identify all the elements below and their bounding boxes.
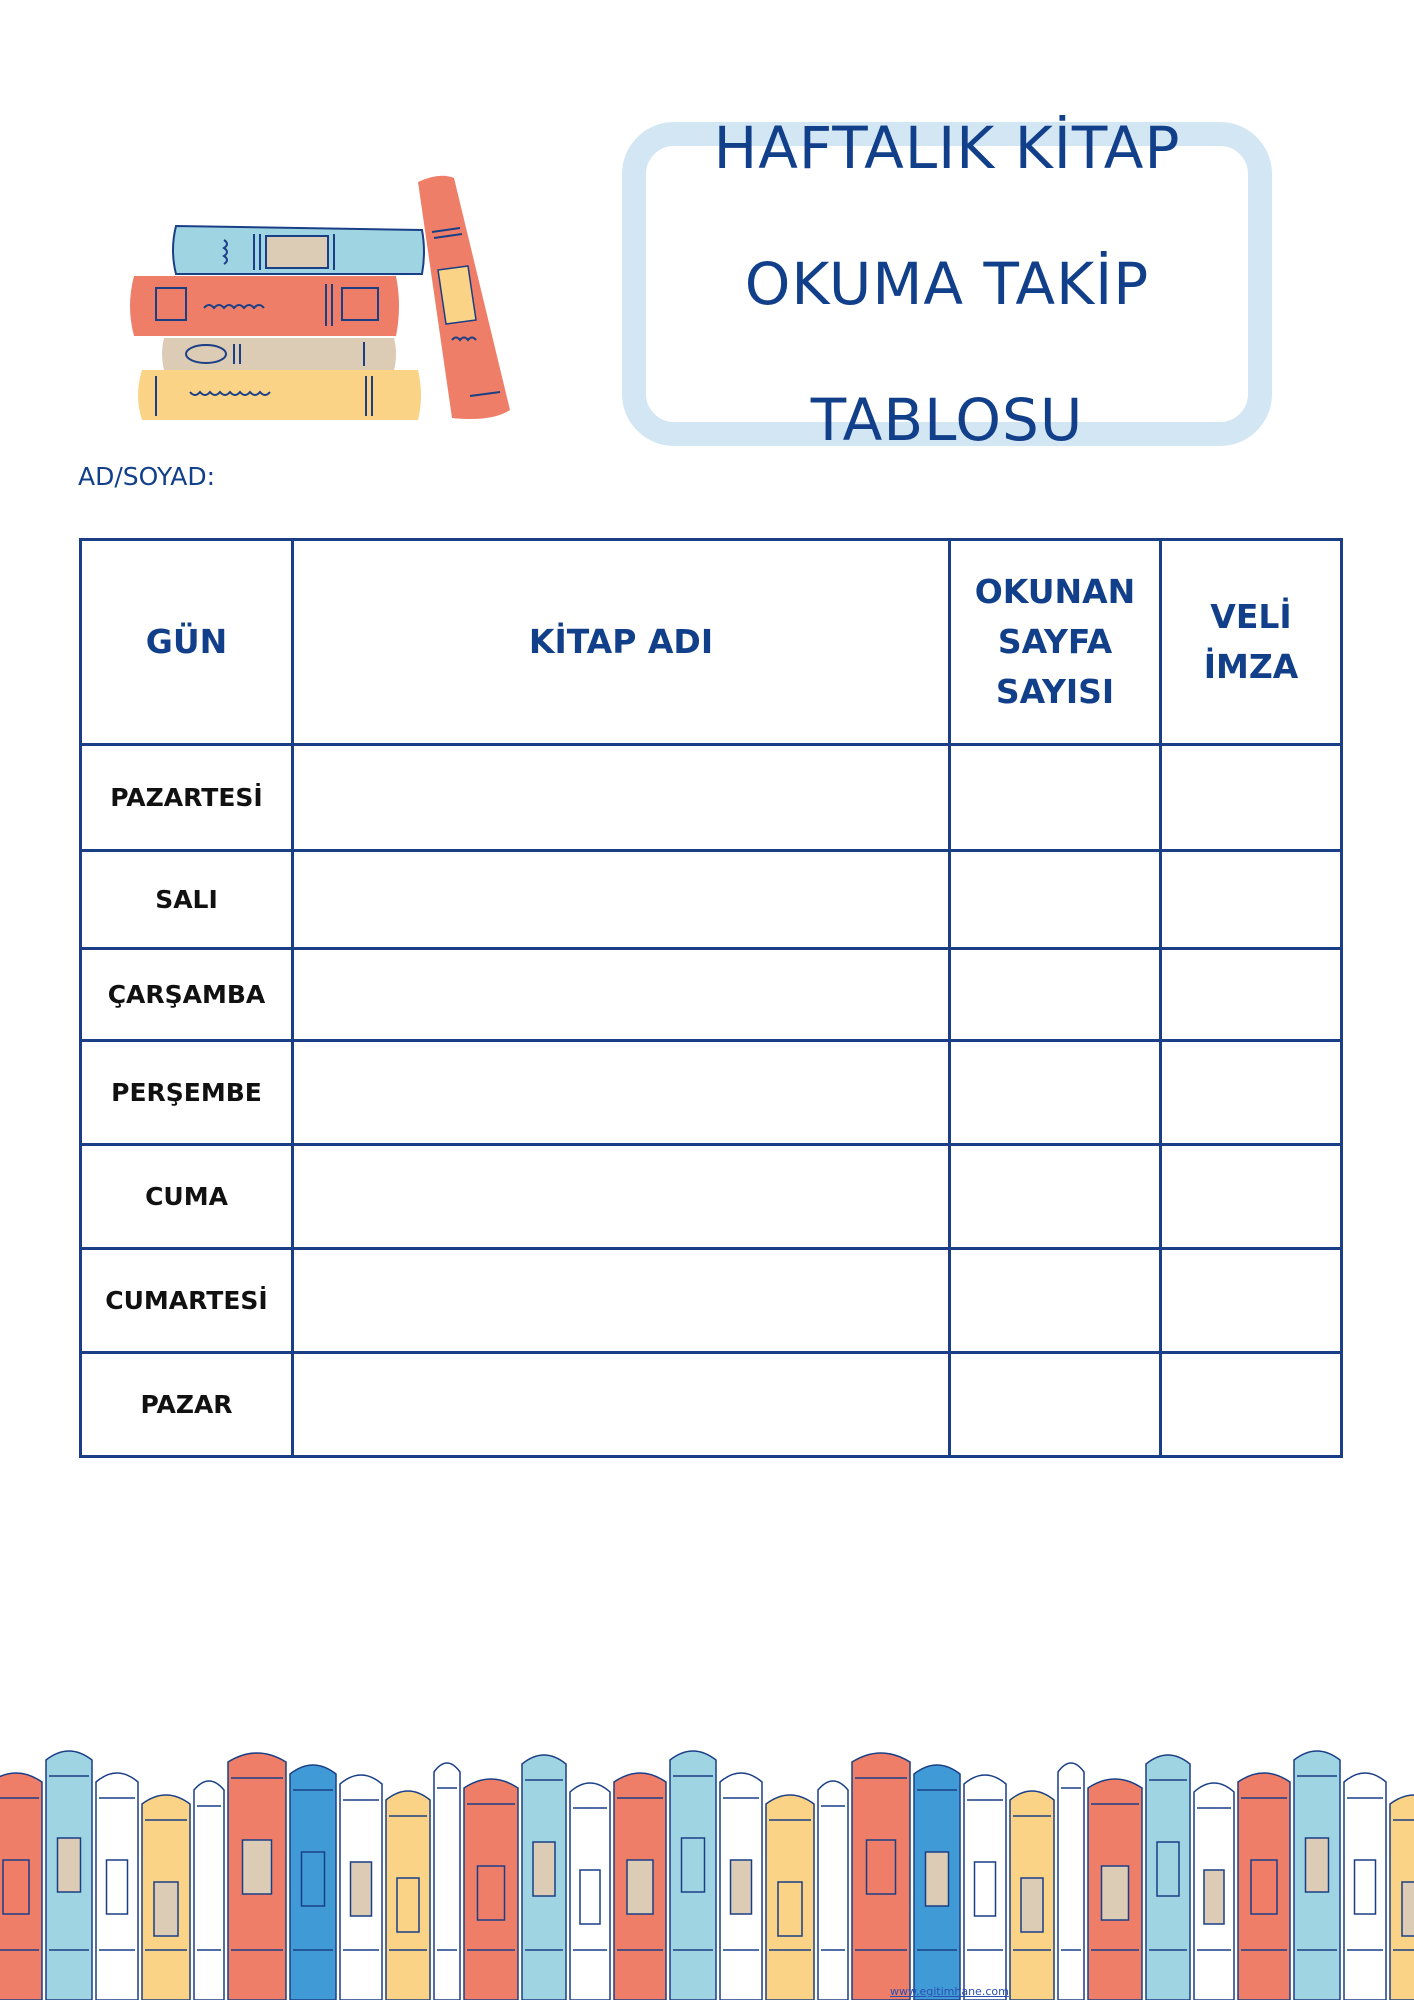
shelf-book: [1146, 1755, 1190, 2000]
shelf-book: [46, 1751, 92, 2000]
shelf-book: [96, 1773, 138, 2000]
signature-cell[interactable]: [1161, 1145, 1342, 1249]
book-tan: [162, 338, 396, 370]
book-name-cell[interactable]: [293, 949, 950, 1041]
day-cell: PAZARTESİ: [81, 745, 293, 851]
reading-tracker-table: [79, 538, 1343, 1458]
shelf-book: [1194, 1783, 1234, 2000]
header-pages-line-2: SAYFA: [997, 622, 1113, 661]
shelf-book: [614, 1773, 666, 2000]
signature-cell[interactable]: [1161, 851, 1342, 949]
pages-cell[interactable]: [950, 851, 1161, 949]
shelf-book: [194, 1781, 224, 2000]
header-parent-line-1: VELİ: [1210, 597, 1292, 636]
book-stack-illustration: [120, 170, 520, 430]
pages-cell[interactable]: [950, 1041, 1161, 1145]
pages-cell[interactable]: [950, 949, 1161, 1041]
table-row: [81, 1145, 1342, 1249]
day-cell: CUMA: [81, 1145, 293, 1249]
table-row: [81, 851, 1342, 949]
shelf-book: [522, 1755, 566, 2000]
shelf-book: [0, 1773, 42, 2000]
shelf-book: [766, 1795, 814, 2000]
shelf-book: [340, 1775, 382, 2000]
shelf-book: [720, 1773, 762, 2000]
book-coral-standing: [418, 176, 510, 419]
name-surname-label: AD/SOYAD:: [78, 462, 216, 491]
header-book-name: KİTAP ADI: [293, 540, 950, 745]
book-name-cell[interactable]: [293, 745, 950, 851]
header-pages-read: [950, 540, 1161, 745]
signature-cell[interactable]: [1161, 1353, 1342, 1457]
day-cell: ÇARŞAMBA: [81, 949, 293, 1041]
shelf-book: [818, 1781, 848, 2000]
signature-cell[interactable]: [1161, 1249, 1342, 1353]
shelf-book: [570, 1783, 610, 2000]
shelf-book: [964, 1775, 1006, 2000]
book-name-cell[interactable]: [293, 1145, 950, 1249]
book-name-cell[interactable]: [293, 1041, 950, 1145]
book-coral: [130, 276, 399, 336]
book-name-cell[interactable]: [293, 1353, 950, 1457]
shelf-book: [142, 1795, 190, 2000]
shelf-book: [464, 1779, 518, 2000]
table-header-row: [81, 540, 1342, 745]
day-cell: SALI: [81, 851, 293, 949]
signature-cell[interactable]: [1161, 949, 1342, 1041]
pages-cell[interactable]: [950, 1145, 1161, 1249]
shelf-book: [1390, 1795, 1414, 2000]
title-line-2: OKUMA TAKİP: [744, 250, 1150, 318]
shelf-book: [670, 1751, 716, 2000]
shelf-book: [228, 1753, 286, 2000]
table-row: [81, 745, 1342, 851]
book-name-cell[interactable]: [293, 851, 950, 949]
book-light-blue: [173, 226, 424, 274]
shelf-book: [1294, 1751, 1340, 2000]
header-pages-line-3: SAYISI: [995, 672, 1115, 711]
book-name-cell[interactable]: [293, 1249, 950, 1353]
shelf-book: [1238, 1773, 1290, 2000]
day-cell: PAZAR: [81, 1353, 293, 1457]
table-row: [81, 1249, 1342, 1353]
shelf-book: [386, 1791, 430, 2000]
shelf-book: [434, 1763, 460, 2000]
book-yellow: [138, 370, 421, 420]
pages-cell[interactable]: [950, 1353, 1161, 1457]
shelf-book: [1058, 1763, 1084, 2000]
header-parent-line-2: İMZA: [1203, 647, 1299, 686]
shelf-book: [290, 1765, 336, 2000]
table-row: [81, 1041, 1342, 1145]
title-line-3: TABLOSU: [810, 386, 1084, 454]
pages-cell[interactable]: [950, 745, 1161, 851]
header-pages-line-1: OKUNAN: [974, 572, 1136, 611]
signature-cell[interactable]: [1161, 1041, 1342, 1145]
signature-cell[interactable]: [1161, 745, 1342, 851]
header-parent-signature: [1161, 540, 1342, 745]
shelf-book: [1010, 1791, 1054, 2000]
pages-cell[interactable]: [950, 1249, 1161, 1353]
day-cell: PERŞEMBE: [81, 1041, 293, 1145]
title-line-1: HAFTALIK KİTAP: [713, 114, 1181, 182]
footer-url: www.egitimhane.com: [890, 1985, 1009, 1998]
bookshelf-border-illustration: [0, 1720, 1414, 2000]
shelf-book: [914, 1765, 960, 2000]
header-day: GÜN: [81, 540, 293, 745]
shelf-book: [1088, 1779, 1142, 2000]
shelf-book: [1344, 1773, 1386, 2000]
table-row: [81, 949, 1342, 1041]
page-title: [714, 46, 1181, 522]
day-cell: CUMARTESİ: [81, 1249, 293, 1353]
shelf-book: [852, 1753, 910, 2000]
title-frame: [622, 114, 1272, 454]
table-row: [81, 1353, 1342, 1457]
